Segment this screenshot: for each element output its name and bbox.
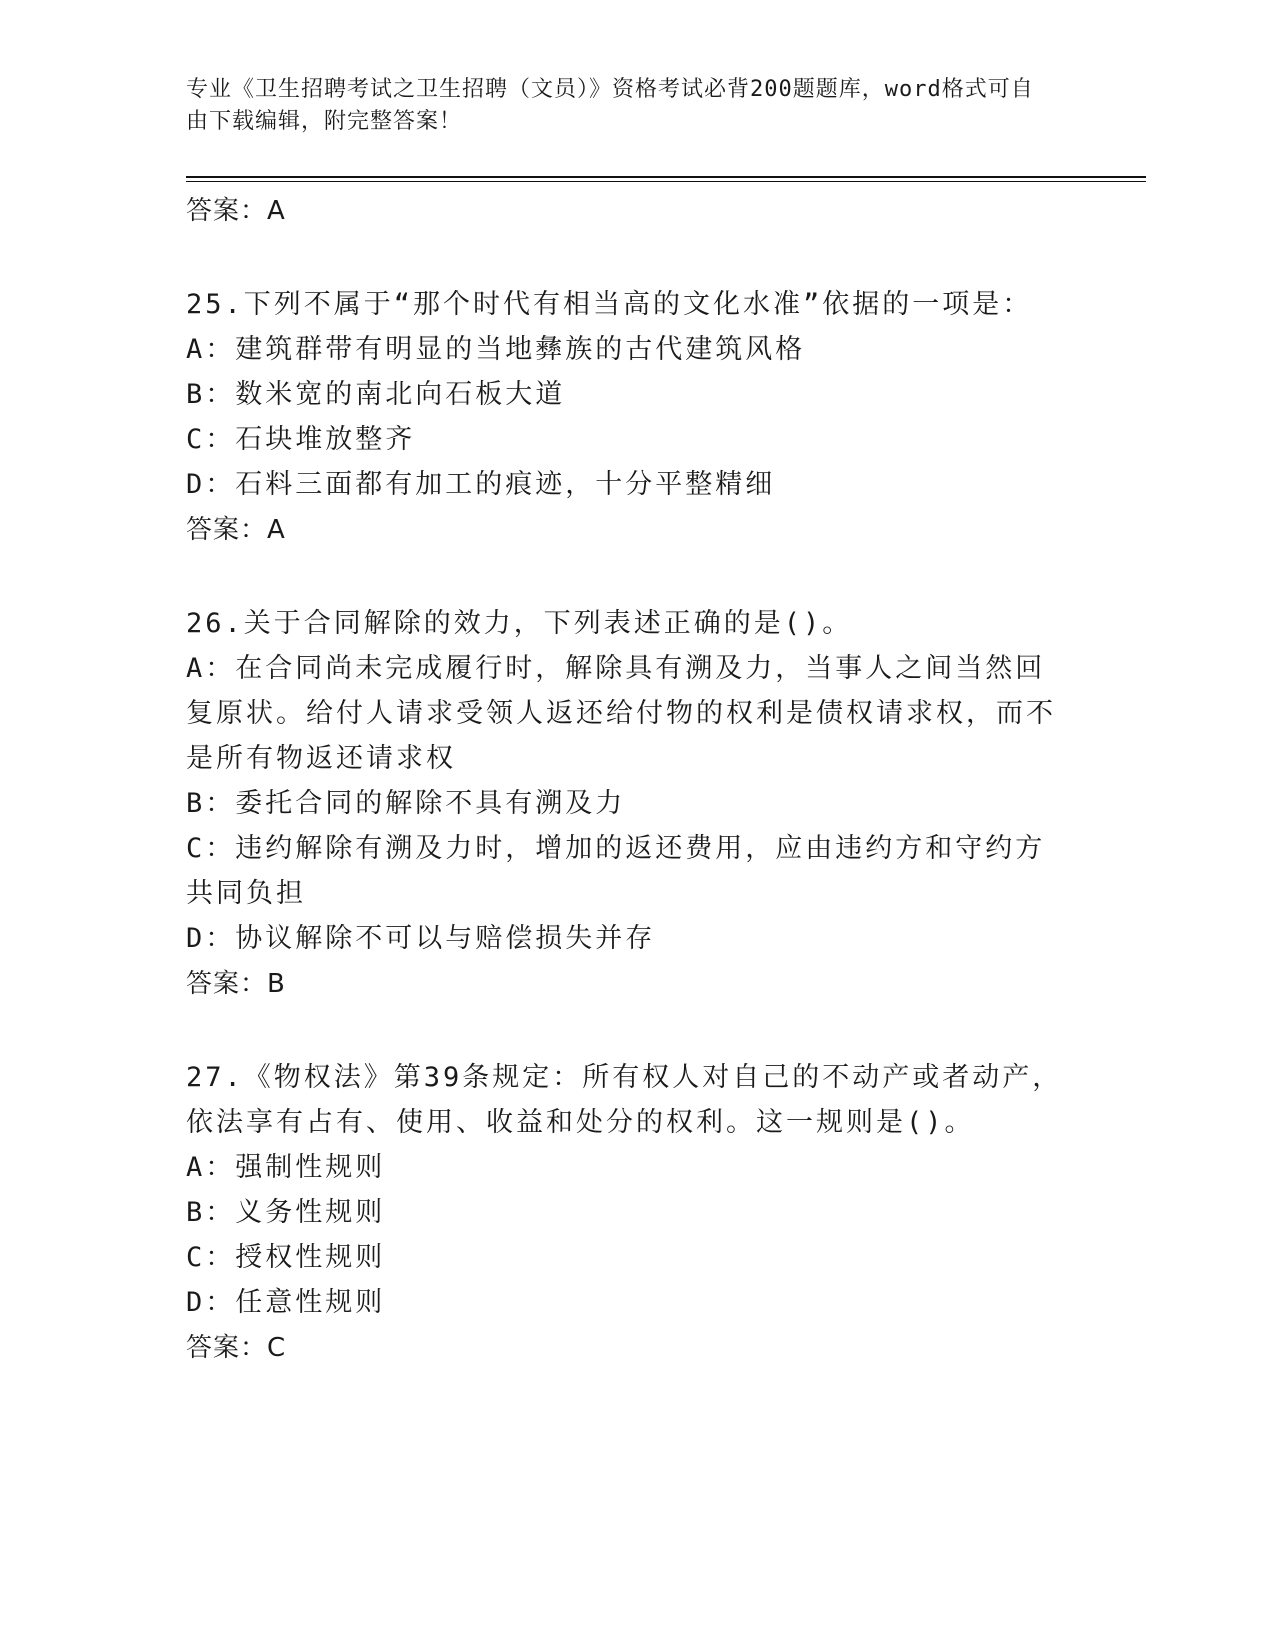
option-d: D：石料三面都有加工的痕迹，十分平整精细 (186, 469, 776, 500)
question-stem: 26.关于合同解除的效力，下列表述正确的是()。 (186, 608, 853, 639)
header-divider-thin (186, 181, 1146, 182)
document-header-title: 专业《卫生招聘考试之卫生招聘（文员）》资格考试必背200题题库，word格式可自由下载编辑，附完整答案！ (186, 77, 1034, 134)
option-d: D：协议解除不可以与赔偿损失并存 (186, 923, 656, 954)
option-c: C：违约解除有溯及力时，增加的返还费用，应由违约方和守约方共同负担 (186, 833, 1046, 909)
option-d: D：任意性规则 (186, 1287, 386, 1318)
option-c: C：授权性规则 (186, 1242, 386, 1273)
option-a: A：在合同尚未完成履行时，解除具有溯及力，当事人之间当然回复原状。给付人请求受领人返还给付物的权利是债权请求权，而不是所有物返还请求权 (186, 653, 1056, 774)
header-divider (186, 176, 1146, 178)
answer-line: 答案：B (186, 969, 286, 999)
option-a: A：建筑群带有明显的当地彝族的古代建筑风格 (186, 334, 806, 365)
answer-line: 答案：C (186, 1333, 287, 1363)
question-26 (186, 601, 1066, 1007)
question-25 (186, 282, 1066, 553)
question-stem: 25.下列不属于“那个时代有相当高的文化水准”依据的一项是： (186, 289, 1033, 320)
option-c: C：石块堆放整齐 (186, 424, 416, 455)
option-b: B：数米宽的南北向石板大道 (186, 379, 566, 410)
option-a: A：强制性规则 (186, 1152, 386, 1183)
option-b: B：委托合同的解除不具有溯及力 (186, 788, 626, 819)
answer-line: 答案：A (186, 515, 286, 545)
question-stem: 27.《物权法》第39条规定：所有权人对自己的不动产或者动产，依法享有占有、使用、收益和处分的权利。这一规则是()。 (186, 1062, 1063, 1138)
question-list (186, 188, 1066, 1371)
option-b: B：义务性规则 (186, 1197, 386, 1228)
answer-line: 答案：A (186, 196, 286, 226)
question-27 (186, 1055, 1066, 1371)
